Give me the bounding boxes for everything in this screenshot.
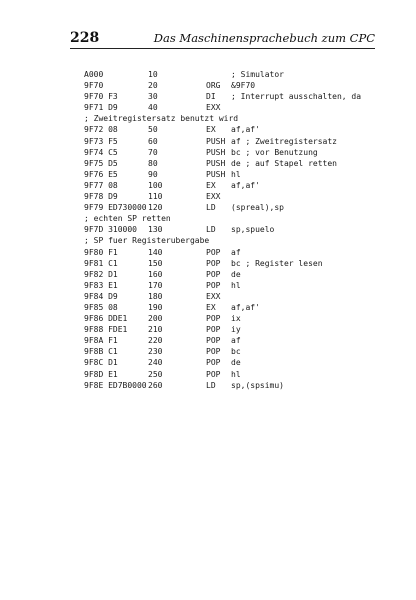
address-code: 9F77 08 bbox=[84, 180, 118, 190]
listing-row bbox=[84, 203, 412, 214]
address-code: 9F73 F5 bbox=[84, 136, 118, 146]
line-number: 180 bbox=[148, 291, 163, 301]
address-code: 9F74 C5 bbox=[84, 147, 118, 157]
listing-row bbox=[84, 181, 412, 192]
line-number: 100 bbox=[148, 180, 163, 190]
listing-row bbox=[84, 81, 412, 92]
operand: ; Interrupt ausschalten, da bbox=[231, 92, 362, 102]
mnemonic: EXX bbox=[206, 291, 221, 301]
address-code: 9F79 ED730000 bbox=[84, 203, 147, 213]
listing-row bbox=[84, 192, 412, 203]
address-code: 9F84 D9 bbox=[84, 291, 118, 301]
listing-row bbox=[84, 292, 412, 303]
mnemonic: ORG bbox=[206, 81, 221, 91]
line-number: 170 bbox=[148, 280, 163, 290]
line-number: 110 bbox=[148, 192, 163, 202]
operand: de ; auf Stapel retten bbox=[231, 158, 337, 168]
mnemonic: POP bbox=[206, 336, 221, 346]
address-code: 9F8C D1 bbox=[84, 358, 118, 368]
mnemonic: POP bbox=[206, 247, 221, 257]
mnemonic: PUSH bbox=[206, 158, 226, 168]
line-number: 120 bbox=[148, 203, 163, 213]
address-code: 9F83 E1 bbox=[84, 280, 118, 290]
line-number: 250 bbox=[148, 369, 163, 379]
line-number: 200 bbox=[148, 314, 163, 324]
line-number: 50 bbox=[148, 125, 158, 135]
comment-line: ; Zweitregistersatz benutzt wird bbox=[84, 114, 239, 124]
line-number: 40 bbox=[148, 103, 158, 113]
operand: hl bbox=[231, 169, 241, 179]
line-number: 150 bbox=[148, 258, 163, 268]
listing-row bbox=[84, 170, 412, 181]
listing-row bbox=[84, 370, 412, 381]
operand: af,af' bbox=[231, 302, 260, 312]
address-code: 9F8E ED7B0000 bbox=[84, 380, 147, 390]
line-number: 230 bbox=[148, 347, 163, 357]
mnemonic: POP bbox=[206, 269, 221, 279]
page-header bbox=[70, 30, 375, 52]
address-code: 9F85 08 bbox=[84, 302, 118, 312]
listing-row bbox=[84, 248, 412, 259]
listing-row bbox=[84, 325, 412, 336]
operand: af bbox=[231, 247, 241, 257]
address-code: 9F78 D9 bbox=[84, 192, 118, 202]
listing-row bbox=[84, 381, 412, 392]
mnemonic: PUSH bbox=[206, 169, 226, 179]
mnemonic: POP bbox=[206, 347, 221, 357]
operand: af bbox=[231, 336, 241, 346]
line-number: 220 bbox=[148, 336, 163, 346]
address-code: 9F81 C1 bbox=[84, 258, 118, 268]
line-number: 240 bbox=[148, 358, 163, 368]
mnemonic: PUSH bbox=[206, 147, 226, 157]
line-number: 140 bbox=[148, 247, 163, 257]
address-code: 9F75 D5 bbox=[84, 158, 118, 168]
line-number: 160 bbox=[148, 269, 163, 279]
listing-row bbox=[84, 358, 412, 369]
mnemonic: EXX bbox=[206, 192, 221, 202]
mnemonic: LD bbox=[206, 203, 216, 213]
operand: af,af' bbox=[231, 125, 260, 135]
operand: iy bbox=[231, 325, 241, 335]
listing-row bbox=[84, 281, 412, 292]
mnemonic: LD bbox=[206, 380, 216, 390]
listing-row bbox=[84, 225, 412, 236]
operand: bc ; Register lesen bbox=[231, 258, 323, 268]
line-number: 60 bbox=[148, 136, 158, 146]
line-number: 70 bbox=[148, 147, 158, 157]
line-number: 20 bbox=[148, 81, 158, 91]
address-code: A000 bbox=[84, 70, 104, 79]
address-code: 9F72 08 bbox=[84, 125, 118, 135]
line-number: 210 bbox=[148, 325, 163, 335]
mnemonic: POP bbox=[206, 314, 221, 324]
address-code: 9F7D 310000 bbox=[84, 225, 137, 235]
address-code: 9F82 D1 bbox=[84, 269, 118, 279]
mnemonic: EX bbox=[206, 125, 216, 135]
listing-row bbox=[84, 103, 412, 114]
header-rule bbox=[70, 48, 375, 49]
mnemonic: POP bbox=[206, 358, 221, 368]
mnemonic: EXX bbox=[206, 103, 221, 113]
listing-row bbox=[84, 159, 412, 170]
listing-row bbox=[84, 303, 412, 314]
listing-row bbox=[84, 70, 412, 81]
mnemonic: POP bbox=[206, 369, 221, 379]
operand: bc ; vor Benutzung bbox=[231, 147, 318, 157]
operand: af ; Zweitregistersatz bbox=[231, 136, 337, 146]
line-number: 260 bbox=[148, 380, 163, 390]
line-number: 130 bbox=[148, 225, 163, 235]
mnemonic: EX bbox=[206, 180, 216, 190]
listing-row bbox=[84, 148, 412, 159]
assembler-listing bbox=[84, 70, 412, 392]
address-code: 9F70 F3 bbox=[84, 92, 118, 102]
operand: de bbox=[231, 269, 241, 279]
listing-row bbox=[84, 259, 412, 270]
comment-line: ; SP fuer Registerubergabe bbox=[84, 236, 210, 246]
line-number: 90 bbox=[148, 169, 158, 179]
address-code: 9F86 DDE1 bbox=[84, 314, 128, 324]
line-number: 30 bbox=[148, 92, 158, 102]
address-code: 9F8D E1 bbox=[84, 369, 118, 379]
listing-row bbox=[84, 314, 412, 325]
operand: ; Simulator bbox=[231, 70, 284, 79]
address-code: 9F8B C1 bbox=[84, 347, 118, 357]
operand: hl bbox=[231, 280, 241, 290]
line-number: 80 bbox=[148, 158, 158, 168]
page-number: 228 bbox=[70, 30, 100, 46]
operand: &9F70 bbox=[231, 81, 256, 91]
operand: (spreal),sp bbox=[231, 203, 284, 213]
address-code: 9F76 E5 bbox=[84, 169, 118, 179]
operand: hl bbox=[231, 369, 241, 379]
operand: sp,spuelo bbox=[231, 225, 275, 235]
mnemonic: EX bbox=[206, 302, 216, 312]
operand: de bbox=[231, 358, 241, 368]
mnemonic: POP bbox=[206, 280, 221, 290]
mnemonic: PUSH bbox=[206, 136, 226, 146]
mnemonic: POP bbox=[206, 258, 221, 268]
listing-row bbox=[84, 347, 412, 358]
operand: sp,(spsimu) bbox=[231, 380, 284, 390]
listing-row bbox=[84, 336, 412, 347]
line-number: 190 bbox=[148, 302, 163, 312]
line-number: 10 bbox=[148, 70, 158, 79]
address-code: 9F70 bbox=[84, 81, 104, 91]
mnemonic: DI bbox=[206, 92, 216, 102]
listing-row bbox=[84, 270, 412, 281]
mnemonic: LD bbox=[206, 225, 216, 235]
mnemonic: POP bbox=[206, 325, 221, 335]
book-title: Das Maschinensprachebuch zum CPC bbox=[153, 31, 375, 45]
address-code: 9F8A F1 bbox=[84, 336, 118, 346]
operand: ix bbox=[231, 314, 241, 324]
operand: bc bbox=[231, 347, 241, 357]
listing-row bbox=[84, 125, 412, 136]
listing-row bbox=[84, 137, 412, 148]
listing-row bbox=[84, 92, 412, 103]
operand: af,af' bbox=[231, 180, 260, 190]
address-code: 9F88 FDE1 bbox=[84, 325, 128, 335]
address-code: 9F80 F1 bbox=[84, 247, 118, 257]
comment-line: ; echten SP retten bbox=[84, 214, 171, 224]
address-code: 9F71 D9 bbox=[84, 103, 118, 113]
